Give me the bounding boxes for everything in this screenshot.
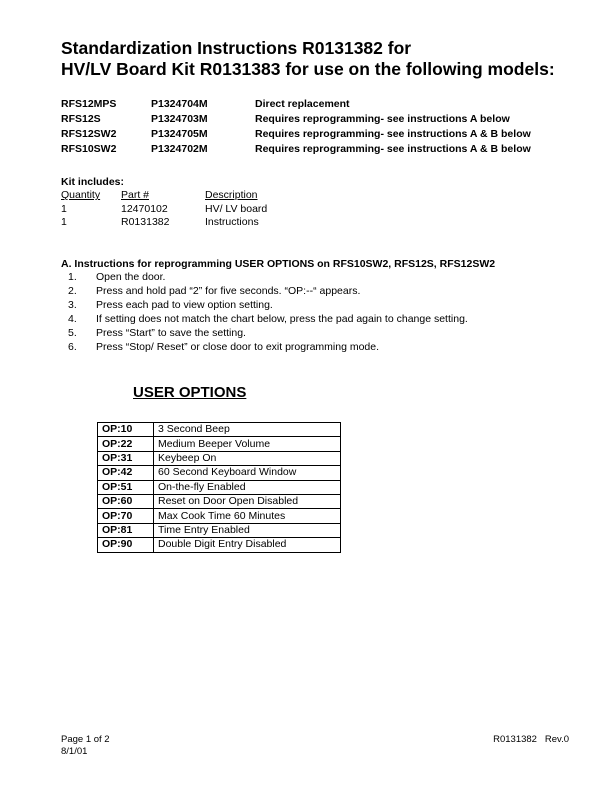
model-note: Requires reprogramming- see instructions A & B below <box>255 143 531 155</box>
option-code: OP:42 <box>98 466 154 480</box>
document-title <box>61 38 555 80</box>
step-number: 5. <box>68 327 77 339</box>
kit-header-desc: Description <box>205 189 258 201</box>
option-desc: Medium Beeper Volume <box>154 437 341 451</box>
option-desc: Reset on Door Open Disabled <box>154 494 341 508</box>
table-row <box>98 509 341 523</box>
model-part: P1324704M <box>151 98 208 110</box>
kit-heading: Kit includes: <box>61 176 125 188</box>
document-revision: R0131382 Rev.0 <box>493 734 569 745</box>
kit-qty: 1 <box>61 216 67 228</box>
kit-part: 12470102 <box>121 202 168 215</box>
document-date: 8/1/01 <box>61 746 88 757</box>
table-row <box>98 451 341 465</box>
table-row <box>98 494 341 508</box>
model-name: RFS10SW2 <box>61 143 117 155</box>
step-number: 6. <box>68 341 77 353</box>
option-code: OP:22 <box>98 437 154 451</box>
step-text: Press each pad to view option setting. <box>96 299 273 311</box>
kit-qty: 1 <box>61 202 67 215</box>
model-name: RFS12SW2 <box>61 128 117 140</box>
kit-desc: Instructions <box>205 216 259 228</box>
model-part: P1324702M <box>151 143 208 155</box>
option-desc: Double Digit Entry Disabled <box>154 538 341 552</box>
step-number: 3. <box>68 299 77 311</box>
option-code: OP:90 <box>98 538 154 552</box>
table-row <box>98 437 341 451</box>
step-number: 4. <box>68 313 77 325</box>
option-desc: Keybeep On <box>154 451 341 465</box>
user-options-table <box>97 422 341 553</box>
title-line-2: HV/LV Board Kit R0131383 for use on the following models: <box>61 59 555 79</box>
kit-header-part: Part # <box>121 189 150 201</box>
kit-part: R0131382 <box>121 216 170 228</box>
model-name: RFS12MPS <box>61 98 117 110</box>
model-name: RFS12S <box>61 113 101 125</box>
option-desc: 3 Second Beep <box>154 423 341 437</box>
page-number: Page 1 of 2 <box>61 734 110 745</box>
step-text: Open the door. <box>96 271 166 283</box>
option-code: OP:81 <box>98 523 154 537</box>
table-row <box>98 523 341 537</box>
step-text: Press “Start” to save the setting. <box>96 327 246 339</box>
kit-header-qty: Quantity <box>61 189 101 201</box>
model-note: Requires reprogramming- see instructions A below <box>255 113 510 125</box>
user-options-title: USER OPTIONS <box>133 384 247 401</box>
step-text: Press “Stop/ Reset” or close door to exit programming mode. <box>96 341 380 353</box>
option-desc: Max Cook Time 60 Minutes <box>154 509 341 523</box>
option-desc: 60 Second Keyboard Window <box>154 466 341 480</box>
table-row <box>98 480 341 494</box>
footer-left <box>61 734 110 758</box>
option-code: OP:10 <box>98 423 154 437</box>
step-text: If setting does not match the chart below, press the pad again to change setting. <box>96 313 468 325</box>
option-code: OP:70 <box>98 509 154 523</box>
table-row <box>98 423 341 437</box>
step-number: 1. <box>68 271 77 283</box>
option-desc: Time Entry Enabled <box>154 523 341 537</box>
model-note: Direct replacement <box>255 98 350 110</box>
table-row <box>98 466 341 480</box>
table-row <box>98 538 341 552</box>
model-part: P1324705M <box>151 128 208 140</box>
step-number: 2. <box>68 285 77 297</box>
step-text: Press and hold pad “2” for five seconds. “OP:--“ appears. <box>96 285 361 297</box>
option-desc: On-the-fly Enabled <box>154 480 341 494</box>
model-note: Requires reprogramming- see instructions A & B below <box>255 128 531 140</box>
title-line-1: Standardization Instructions R0131382 for <box>61 38 412 58</box>
option-code: OP:31 <box>98 451 154 465</box>
option-code: OP:60 <box>98 494 154 508</box>
model-part: P1324703M <box>151 113 208 125</box>
instructions-heading: A. Instructions for reprogramming USER OPTIONS on RFS10SW2, RFS12S, RFS12SW2 <box>61 258 496 270</box>
kit-desc: HV/ LV board <box>205 202 268 215</box>
option-code: OP:51 <box>98 480 154 494</box>
